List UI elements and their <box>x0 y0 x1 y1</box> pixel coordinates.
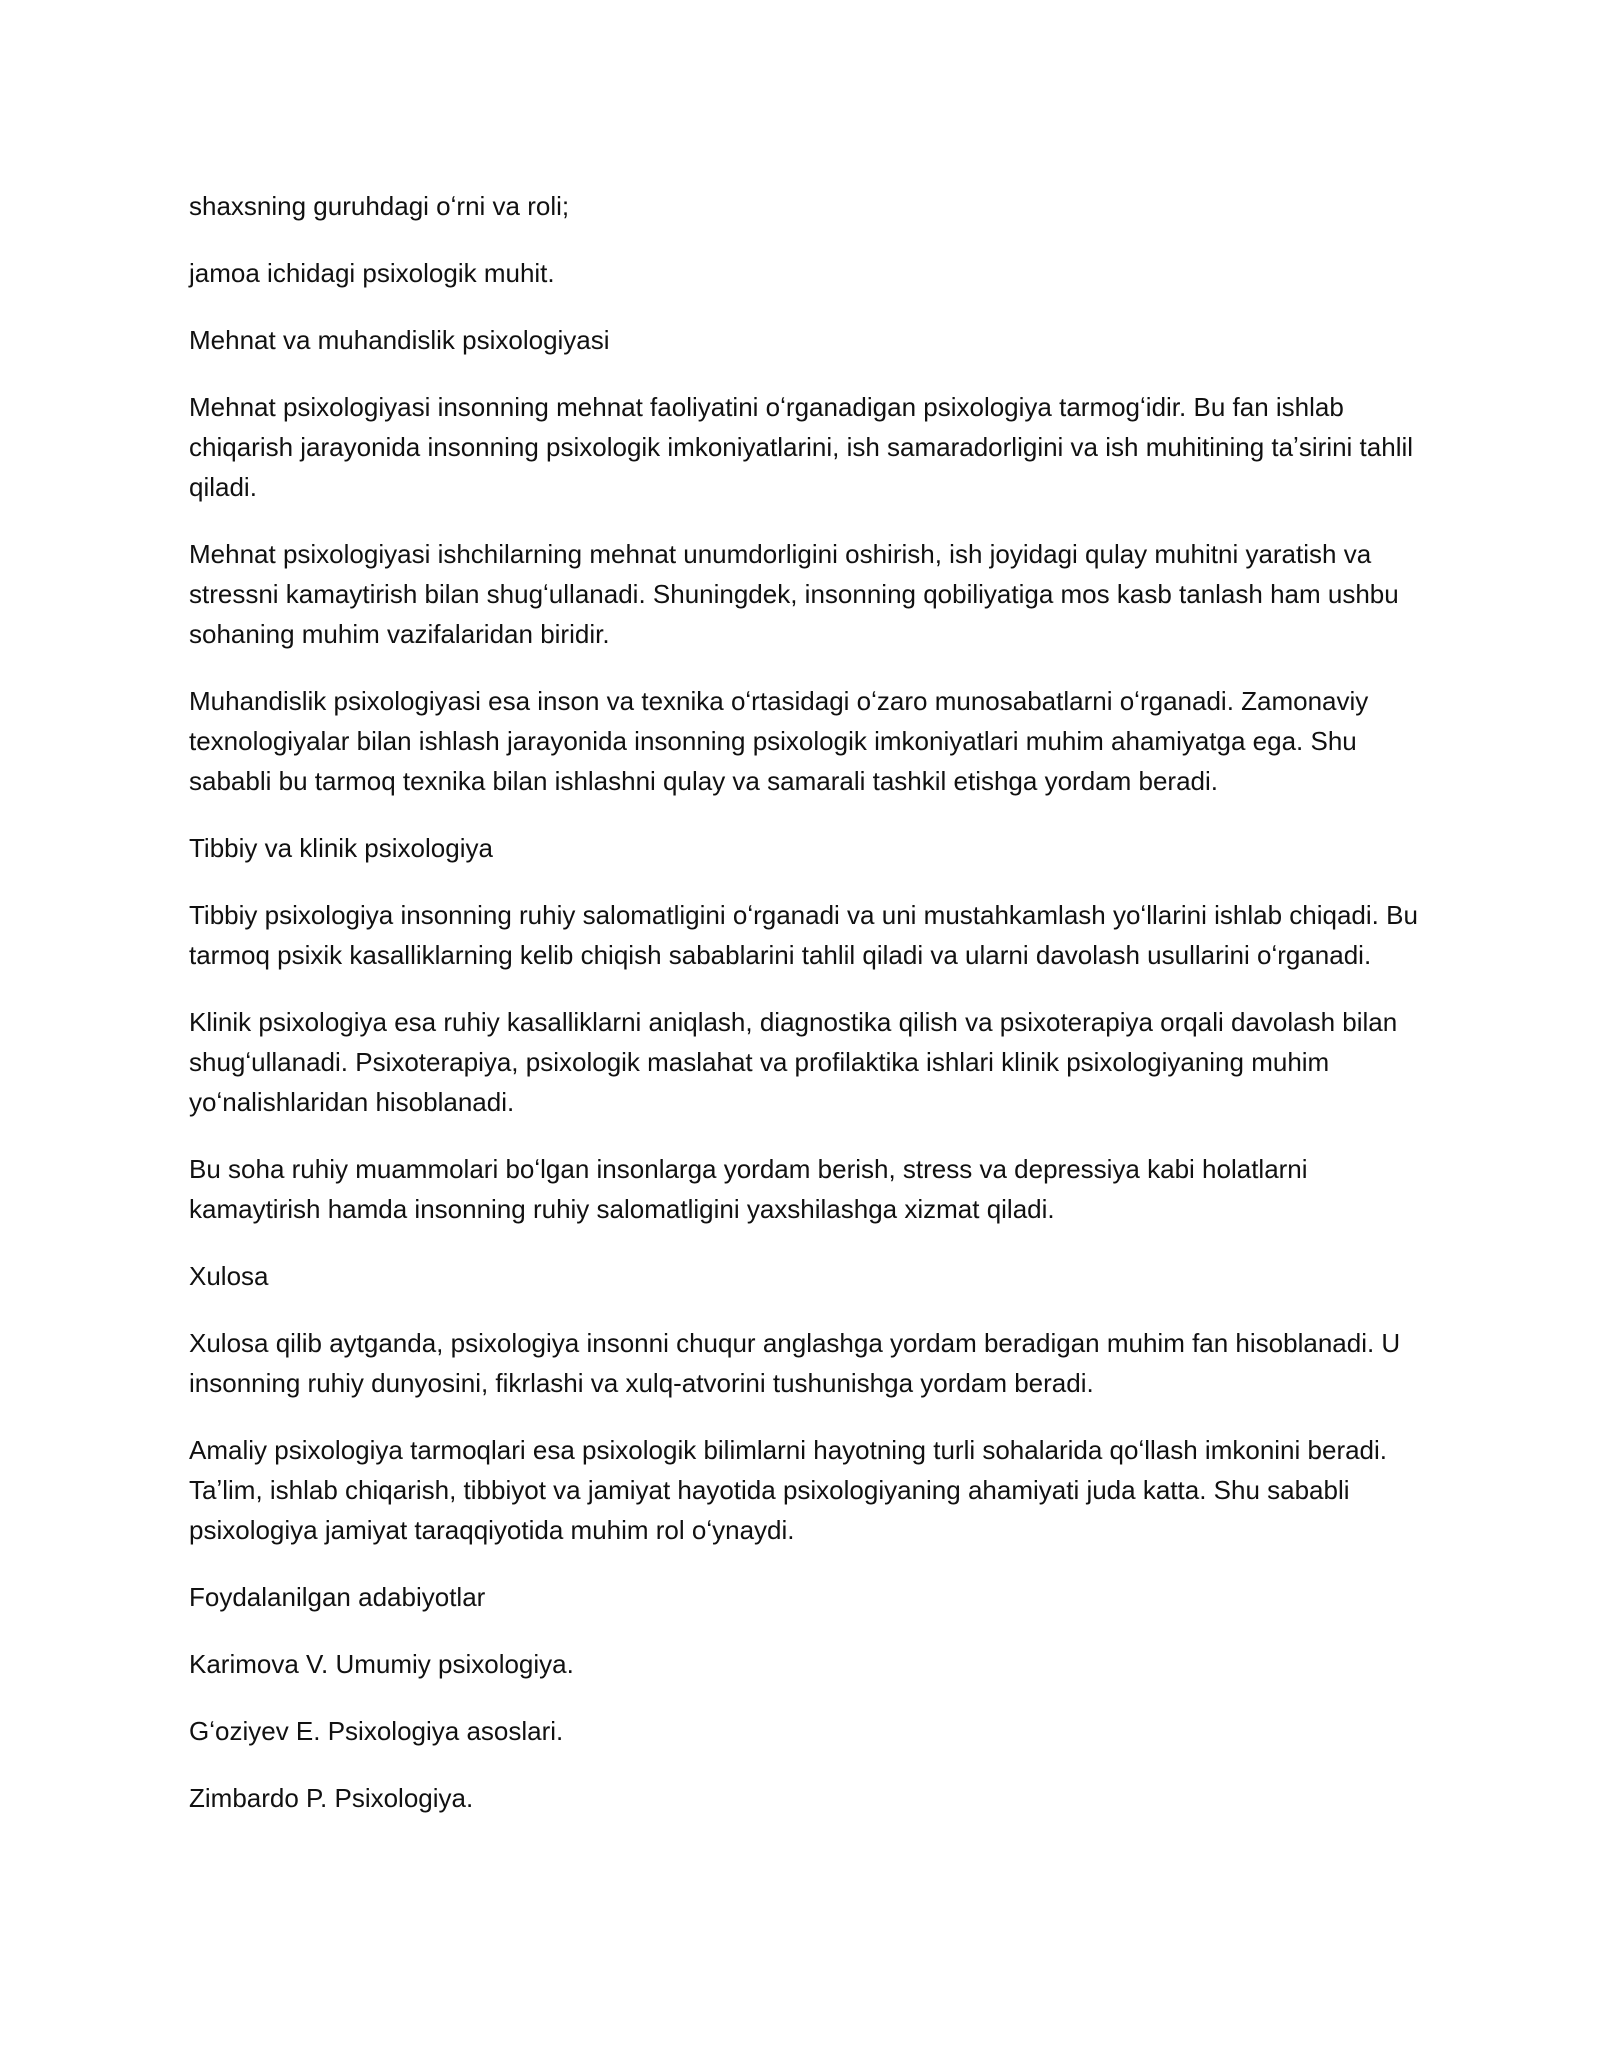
paragraph-labor-psychology-definition: Mehnat psixologiyasi insonning mehnat faoliyatini oʻrganadigan psixologiya tarmogʻidir. Bu fan ishlab chiqarish jarayonida insonning psixologik imkoniyatlarini, ish samaradorligini va ish muhitining taʼsirini tahlil qiladi. <box>189 392 1414 502</box>
paragraph-medical-psychology: Tibbiy psixologiya insonning ruhiy salomatligini oʻrganadi va uni mustahkamlash yoʻllarini ishlab chiqadi. Bu tarmoq psixik kasalliklarning kelib chiqish sabablarini tahlil qiladi va ularni davolash usullarini oʻrganadi. <box>189 900 1418 970</box>
paragraph-engineering-psychology: Muhandislik psixologiyasi esa inson va texnika oʻrtasidagi oʻzaro munosabatlarni oʻrganadi. Zamonaviy texnologiyalar bilan ishlash jarayonida insonning psixologik imkoniyatlari muhim ahamiyatga ega. Shu sababli bu tarmoq texnika bilan ishlashni qulay va samarali tashkil etishga yordam beradi. <box>189 686 1369 796</box>
list-item-team-climate: jamoa ichidagi psixologik muhit. <box>189 258 555 288</box>
list-item-group-role: shaxsning guruhdagi oʻrni va roli; <box>189 191 570 221</box>
reference-item-2: Gʻoziyev E. Psixologiya asoslari. <box>189 1716 564 1746</box>
document-body <box>189 186 1421 1845</box>
reference-item-3: Zimbardo P. Psixologiya. <box>189 1783 474 1813</box>
paragraph-conclusion-1: Xulosa qilib aytganda, psixologiya insonni chuqur anglashga yordam beradigan muhim fan hisoblanadi. U insonning ruhiy dunyosini, fikrlashi va xulq-atvorini tushunishga yordam beradi. <box>189 1328 1401 1398</box>
reference-item-1: Karimova V. Umumiy psixologiya. <box>189 1649 574 1679</box>
section-heading-conclusion: Xulosa <box>189 1261 269 1291</box>
paragraph-labor-psychology-tasks: Mehnat psixologiyasi ishchilarning mehnat unumdorligini oshirish, ish joyidagi qulay muhitni yaratish va stressni kamaytirish bilan shugʻullanadi. Shuningdek, insonning qobiliyatiga mos kasb tanlash ham ushbu sohaning muhim vazifalaridan biridir. <box>189 539 1399 649</box>
paragraph-conclusion-2: Amaliy psixologiya tarmoqlari esa psixologik bilimlarni hayotning turli sohalarida qoʻllash imkonini beradi. Taʼlim, ishlab chiqarish, tibbiyot va jamiyat hayotida psixologiyaning ahamiyati juda katta. Shu sababli psixologiya jamiyat taraqqiyotida muhim rol oʻynaydi. <box>189 1435 1388 1545</box>
section-heading-references: Foydalanilgan adabiyotlar <box>189 1582 486 1612</box>
section-heading-labor-engineering: Mehnat va muhandislik psixologiyasi <box>189 325 610 355</box>
section-heading-medical-clinical: Tibbiy va klinik psixologiya <box>189 833 493 863</box>
paragraph-field-purpose: Bu soha ruhiy muammolari boʻlgan insonlarga yordam berish, stress va depressiya kabi holatlarni kamaytirish hamda insonning ruhiy salomatligini yaxshilashga xizmat qiladi. <box>189 1154 1308 1224</box>
paragraph-clinical-psychology: Klinik psixologiya esa ruhiy kasalliklarni aniqlash, diagnostika qilish va psixoterapiya orqali davolash bilan shugʻullanadi. Psixoterapiya, psixologik maslahat va profilaktika ishlari klinik psixologiyaning muhim yoʻnalishlaridan hisoblanadi. <box>189 1007 1398 1117</box>
